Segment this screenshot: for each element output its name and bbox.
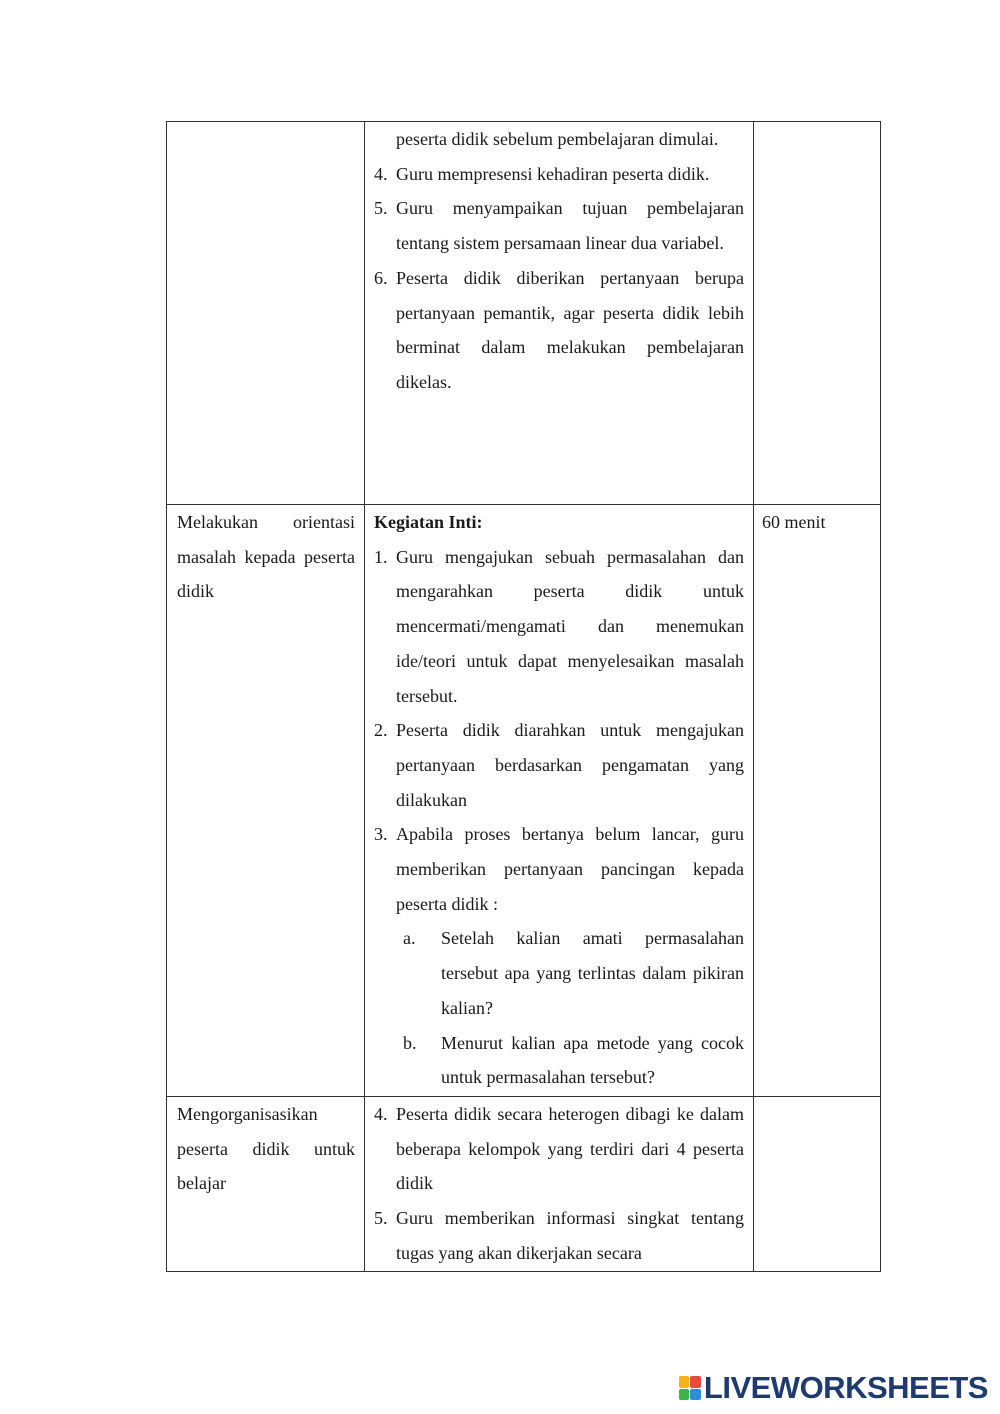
list-item: 5. Guru memberikan informasi singkat tentang tugas yang akan dikerjakan secara <box>374 1208 744 1263</box>
section-heading: Kegiatan Inti: <box>374 512 483 532</box>
activity-cell <box>365 1097 754 1272</box>
stage-label: Melakukan orientasi masalah kepada peserta didik <box>177 512 355 602</box>
logo-square <box>690 1389 701 1401</box>
logo-square <box>679 1389 690 1401</box>
list-item: 2. Peserta didik diarahkan untuk mengajukan pertanyaan berdasarkan pengamatan yang dilakukan <box>374 720 744 810</box>
sub-list-item: b. Menurut kalian apa metode yang cocok untuk permasalahan tersebut? <box>403 1032 744 1088</box>
logo-square <box>679 1376 690 1388</box>
list-item: 3. Apabila proses bertanya belum lancar, guru memberikan pertanyaan pancingan kepada peserta didik : <box>374 824 744 914</box>
stage-cell <box>167 505 365 1097</box>
lesson-plan-table <box>166 121 881 1272</box>
liveworksheets-logo[interactable] <box>679 1370 988 1406</box>
list-item: 1. Guru mengajukan sebuah permasalahan dan mengarahkan peserta didik untuk mencermati/mengamati dan menemukan ide/teori untuk dapat menyelesaikan masalah tersebut. <box>374 546 744 706</box>
table-row <box>167 505 881 1097</box>
activity-cell <box>365 505 754 1097</box>
time-cell <box>754 505 881 1097</box>
list-item: 4. Peserta didik secara heterogen dibagi ke dalam beberapa kelompok yang terdiri dari 4 peserta didik <box>374 1104 744 1194</box>
list-item: 4. Guru mempresensi kehadiran peserta didik. <box>374 163 710 184</box>
table-row <box>167 122 881 505</box>
activity-cell <box>365 122 754 505</box>
sub-list-item: a. Setelah kalian amati permasalahan tersebut apa yang terlintas dalam pikiran kalian? <box>403 928 744 1018</box>
table-row <box>167 1097 881 1272</box>
list-item: 5. Guru menyampaikan tujuan pembelajaran tentang sistem persamaan linear dua variabel. <box>374 198 744 254</box>
time-cell <box>754 122 881 505</box>
logo-text: LIVEWORKSHEETS <box>703 1370 988 1405</box>
list-item: 6. Peserta didik diberikan pertanyaan berupa pertanyaan pemantik, agar peserta didik lebih berminat dalam melakukan pembelajaran dikelas. <box>374 267 744 392</box>
time-label: 60 menit <box>762 512 826 532</box>
stage-cell <box>167 1097 365 1272</box>
logo-mark-icon <box>679 1376 701 1400</box>
logo-square <box>690 1376 701 1388</box>
continuation-text: peserta didik sebelum pembelajaran dimulai. <box>396 129 719 149</box>
stage-cell <box>167 122 365 505</box>
stage-label: Mengorganisasikan peserta didik untuk belajar <box>177 1104 355 1194</box>
time-cell <box>754 1097 881 1272</box>
